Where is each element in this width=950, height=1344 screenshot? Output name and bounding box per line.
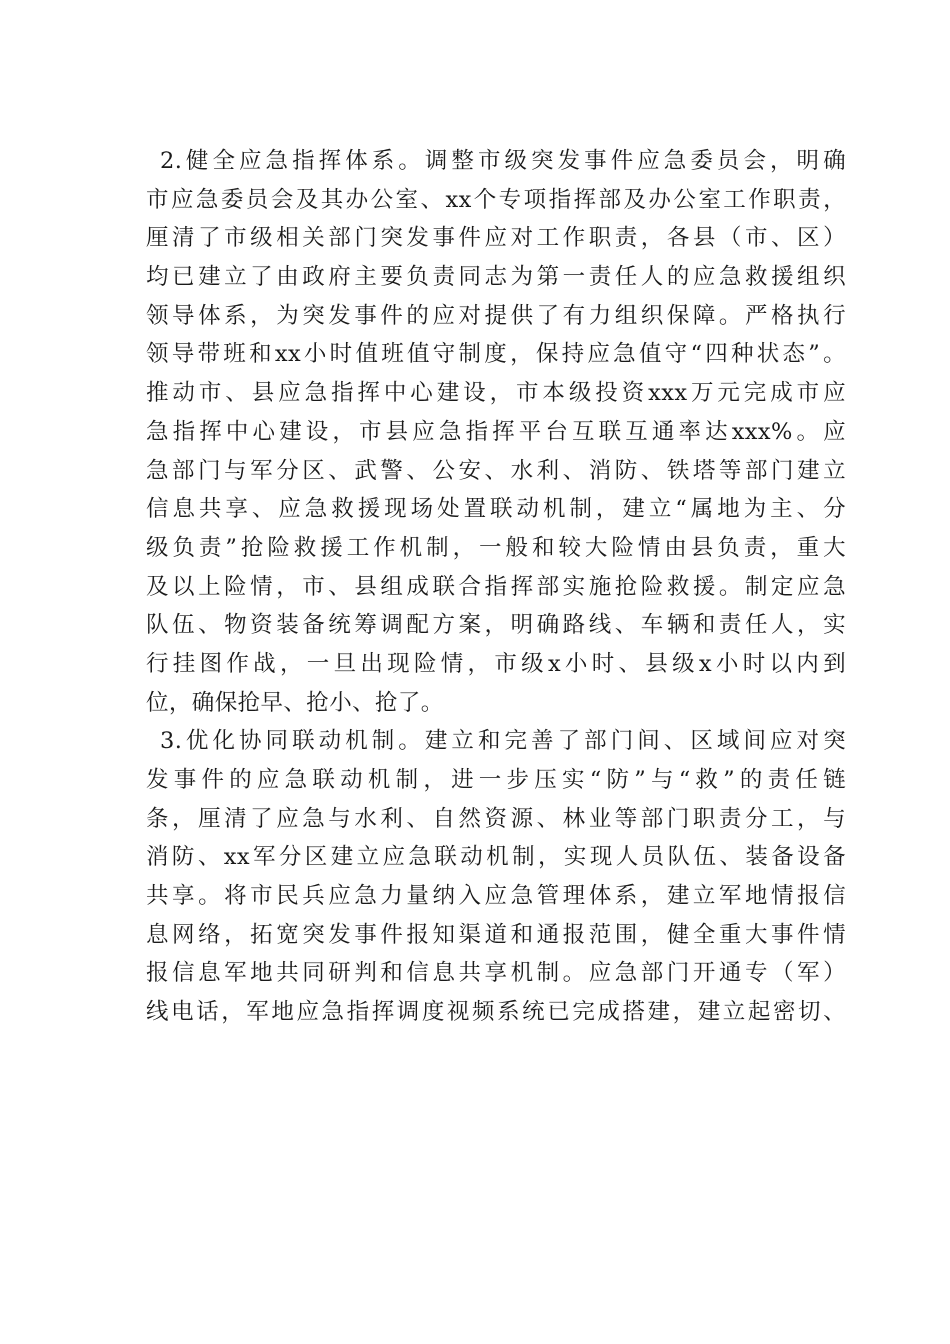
paragraph-2-line-6: 息网络，拓宽突发事件报知渠道和通报范围，健全重大事件情 — [146, 921, 846, 948]
paragraph-1-line-8: 急指挥中心建设，市县应急指挥平台互联互通率达xxx%。应 — [146, 418, 846, 445]
paragraph-1-line-13: 队伍、物资装备统筹调配方案，明确路线、车辆和责任人，实 — [146, 612, 846, 639]
paragraph-2-line-3: 条，厘清了应急与水利、自然资源、林业等部门职责分工，与 — [146, 805, 846, 832]
document-body — [146, 142, 846, 1032]
paragraph-2-line-1: 3.优化协同联动机制。建立和完善了部门间、区域间应对突 — [160, 728, 846, 755]
paragraph-1-line-15: 位，确保抢早、抢小、抢了。 — [146, 689, 444, 716]
paragraph-1-line-3: 厘清了市级相关部门突发事件应对工作职责，各县（市、区） — [146, 225, 846, 252]
paragraph-1-line-5: 领导体系，为突发事件的应对提供了有力组织保障。严格执行 — [146, 302, 846, 329]
paragraph-2-line-8: 线电话，军地应急指挥调度视频系统已完成搭建，建立起密切、 — [146, 999, 846, 1026]
paragraph-2-line-5: 共享。将市民兵应急力量纳入应急管理体系，建立军地情报信 — [146, 883, 846, 910]
paragraph-1-line-12: 及以上险情，市、县组成联合指挥部实施抢险救援。制定应急 — [146, 573, 846, 600]
paragraph-1-line-1: 2.健全应急指挥体系。调整市级突发事件应急委员会，明确 — [160, 148, 846, 174]
paragraph-2-line-2: 发事件的应急联动机制，进一步压实“防”与“救”的责任链 — [146, 767, 846, 793]
paragraph-1-line-7: 推动市、县应急指挥中心建设，市本级投资xxx万元完成市应 — [146, 380, 846, 407]
paragraph-1-line-10: 信息共享、应急救援现场处置联动机制，建立“属地为主、分 — [146, 496, 846, 523]
paragraph-2-line-7: 报信息军地共同研判和信息共享机制。应急部门开通专（军） — [146, 960, 846, 987]
paragraph-1-line-6: 领导带班和xx小时值班值守制度，保持应急值守“四种状态”。 — [146, 341, 846, 368]
paragraph-1-line-11: 级负责”抢险救援工作机制，一般和较大险情由县负责，重大 — [146, 534, 846, 561]
paragraph-1-line-14: 行挂图作战，一旦出现险情，市级x小时、县级x小时以内到 — [146, 650, 846, 677]
paragraph-1-line-9: 急部门与军分区、武警、公安、水利、消防、铁塔等部门建立 — [146, 457, 846, 484]
paragraph-2-line-4: 消防、xx军分区建立应急联动机制，实现人员队伍、装备设备 — [146, 844, 846, 871]
paragraph-1-line-4: 均已建立了由政府主要负责同志为第一责任人的应急救援组织 — [146, 264, 846, 291]
paragraph-1-line-2: 市应急委员会及其办公室、xx个专项指挥部及办公室工作职责， — [146, 186, 846, 213]
